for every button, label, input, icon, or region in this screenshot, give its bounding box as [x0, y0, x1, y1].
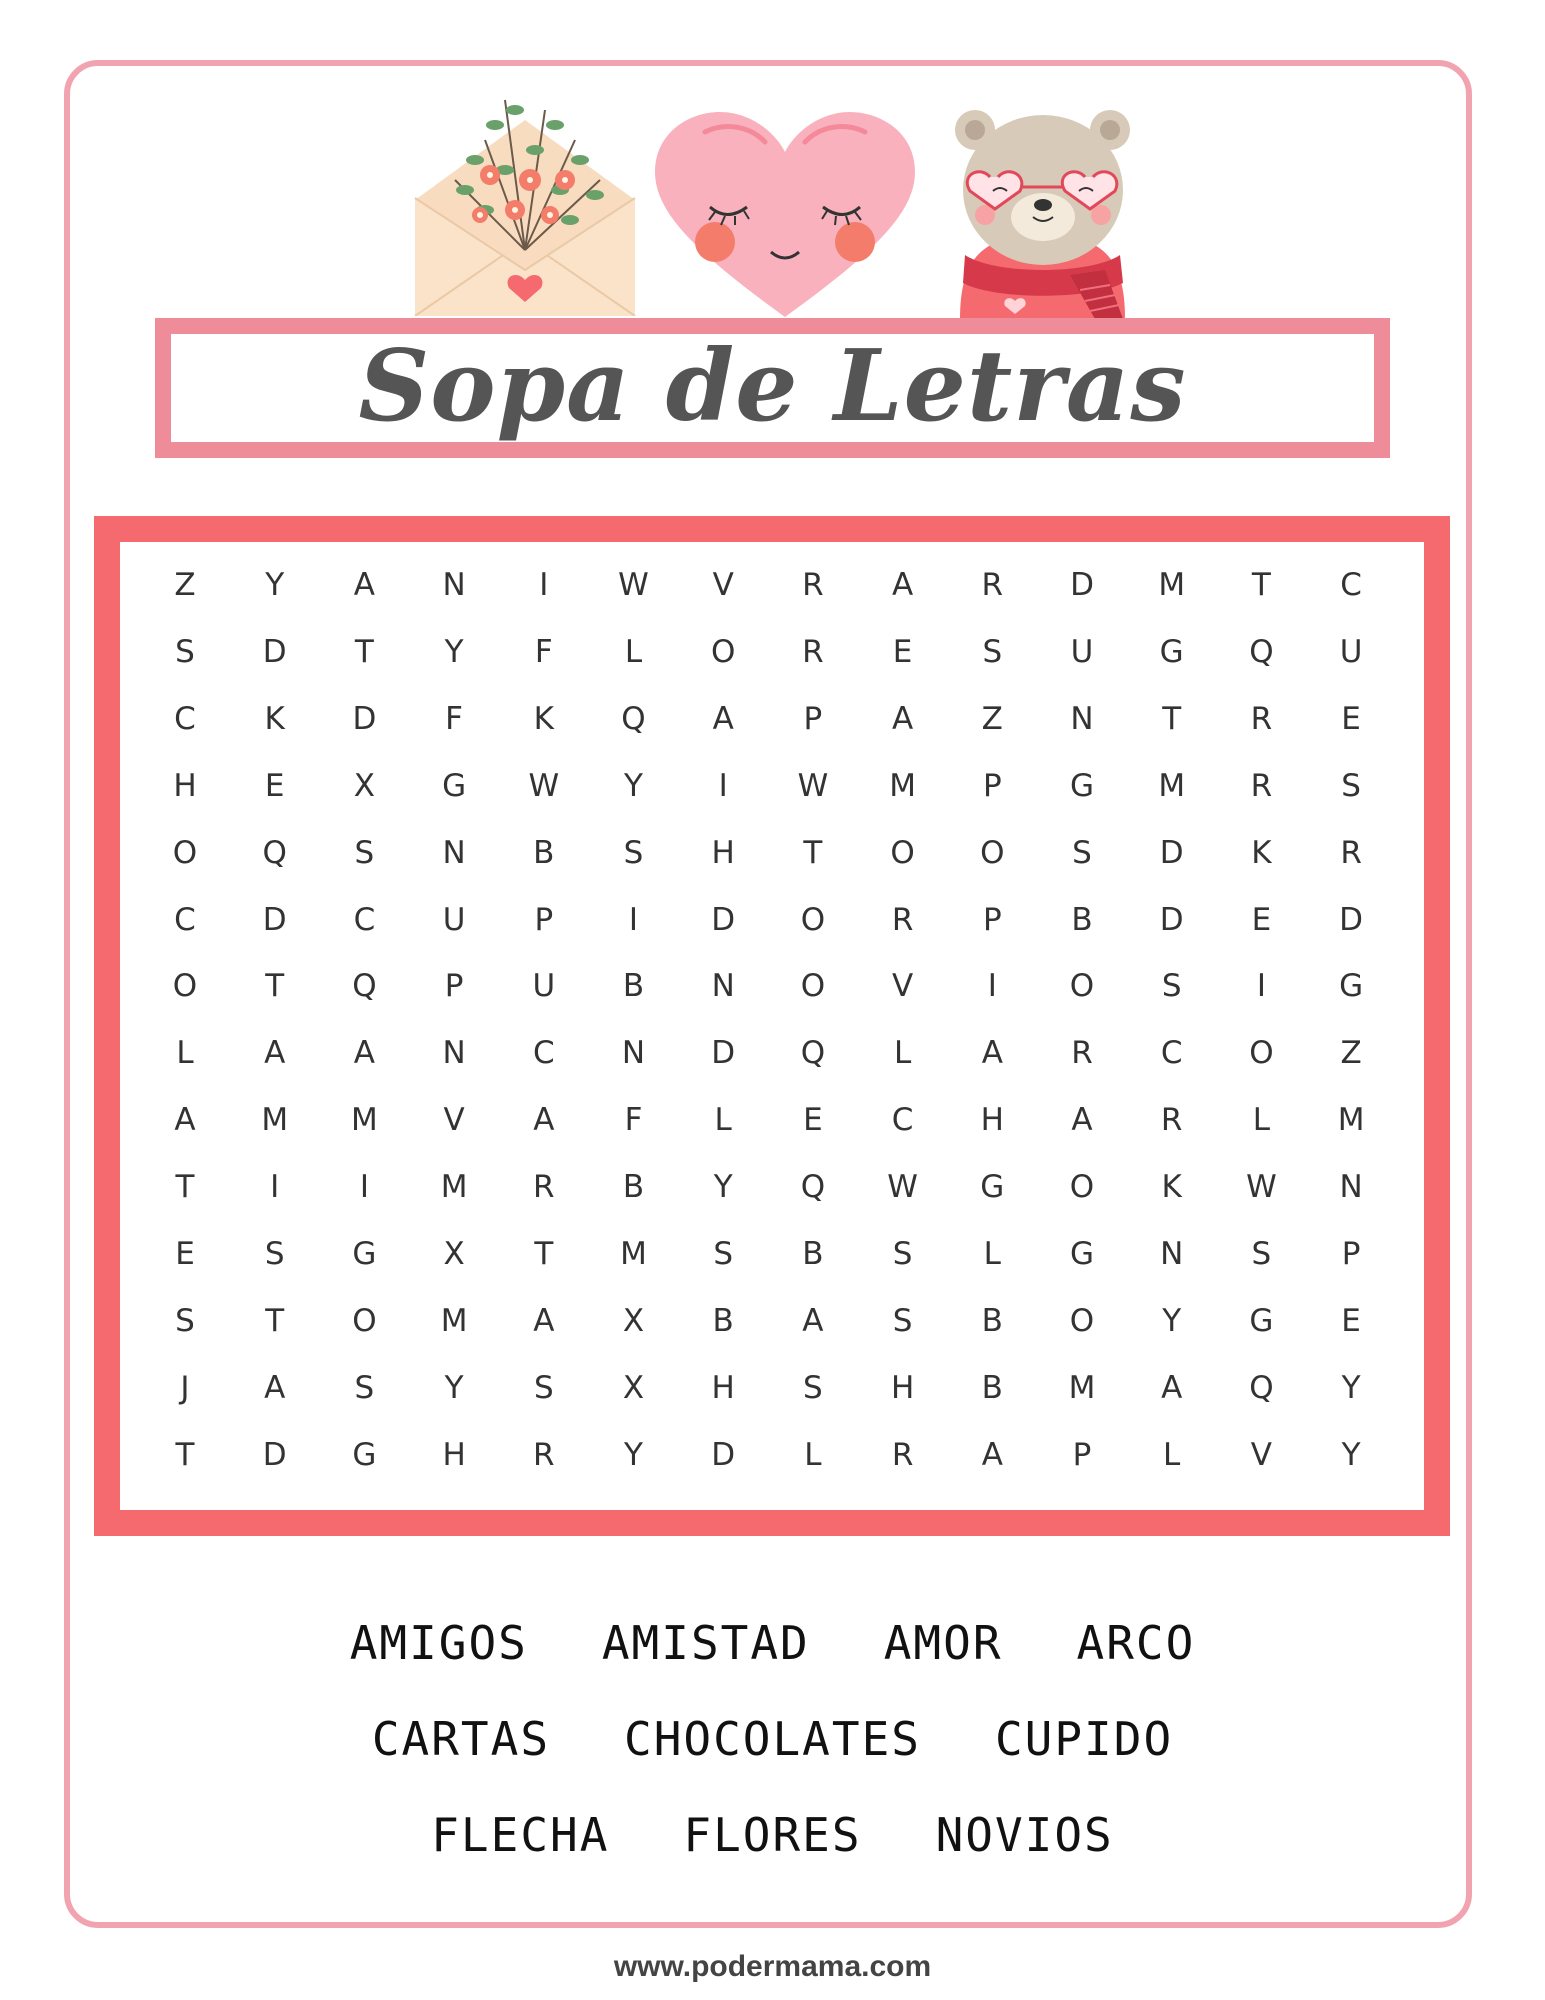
- grid-letter[interactable]: C: [174, 901, 196, 938]
- grid-letter[interactable]: T: [354, 633, 374, 670]
- grid-letter[interactable]: L: [624, 633, 643, 670]
- grid-letter[interactable]: U: [1070, 633, 1094, 670]
- flower-envelope-icon: [405, 80, 645, 316]
- grid-letter[interactable]: X: [622, 1302, 645, 1339]
- grid-letter[interactable]: G: [442, 767, 467, 804]
- grid-letter[interactable]: S: [175, 1302, 195, 1339]
- title-box: [155, 318, 1390, 458]
- grid-letter[interactable]: B: [1071, 901, 1093, 938]
- page-title: Sopa de Letras: [358, 328, 1187, 444]
- grid-letter[interactable]: S: [623, 834, 644, 871]
- grid-letter[interactable]: Q: [352, 968, 377, 1005]
- grid-letter[interactable]: G: [1159, 633, 1184, 670]
- grid-letter[interactable]: P: [1341, 1236, 1361, 1272]
- grid-letter[interactable]: D: [262, 633, 287, 670]
- grid-letter[interactable]: E: [1251, 901, 1272, 938]
- grid-letter[interactable]: F: [534, 633, 553, 670]
- grid-letter[interactable]: Y: [444, 633, 464, 670]
- grid-letter[interactable]: Z: [981, 700, 1003, 737]
- grid-letter[interactable]: A: [264, 1035, 286, 1072]
- grid-letter[interactable]: B: [622, 968, 645, 1005]
- grid-letter[interactable]: W: [887, 1169, 918, 1206]
- grid-letter[interactable]: P: [803, 700, 823, 737]
- grid-letter[interactable]: L: [1163, 1436, 1181, 1473]
- grid-letter[interactable]: E: [892, 633, 913, 670]
- grid-letter[interactable]: I: [539, 567, 549, 603]
- search-word: ARCO: [1076, 1616, 1196, 1670]
- grid-letter[interactable]: M: [620, 1236, 647, 1272]
- search-word: AMISTAD: [601, 1616, 810, 1670]
- grid-letter[interactable]: Y: [265, 567, 285, 603]
- grid-letter[interactable]: R: [802, 567, 824, 603]
- grid-letter[interactable]: A: [891, 567, 914, 603]
- grid-letter[interactable]: S: [1251, 1236, 1272, 1272]
- grid-letter[interactable]: A: [264, 1369, 286, 1406]
- grid-letter[interactable]: A: [1161, 1369, 1183, 1406]
- grid-letter[interactable]: Y: [713, 1169, 733, 1206]
- grid-letter[interactable]: G: [980, 1169, 1005, 1206]
- grid-letter[interactable]: J: [180, 1369, 190, 1406]
- grid-letter[interactable]: I: [270, 1169, 280, 1206]
- grid-letter[interactable]: D: [711, 901, 736, 938]
- word-row: [100, 1691, 1445, 1787]
- grid-letter[interactable]: R: [1250, 700, 1273, 737]
- grid-letter[interactable]: R: [1250, 767, 1273, 804]
- grid-letter[interactable]: O: [172, 834, 198, 871]
- grid-letter[interactable]: B: [981, 1302, 1003, 1339]
- grid-letter[interactable]: Y: [624, 1436, 643, 1473]
- grid-letter[interactable]: M: [1068, 1369, 1096, 1406]
- grid-letter[interactable]: K: [264, 700, 285, 737]
- grid-letter[interactable]: Q: [1249, 633, 1274, 670]
- grid-letter[interactable]: T: [175, 1436, 195, 1473]
- search-word: CARTAS: [371, 1712, 551, 1766]
- word-row: [100, 1787, 1445, 1883]
- grid-letter[interactable]: C: [1160, 1035, 1183, 1072]
- grid-letter[interactable]: C: [532, 1035, 555, 1072]
- grid-letter[interactable]: Q: [800, 1169, 826, 1206]
- grid-letter[interactable]: P: [982, 901, 1002, 938]
- grid-letter[interactable]: T: [175, 1169, 195, 1206]
- grid-letter[interactable]: L: [804, 1436, 822, 1473]
- grid-letter[interactable]: A: [174, 1102, 196, 1139]
- grid-letter[interactable]: B: [802, 1236, 824, 1272]
- grid-letter[interactable]: M: [1337, 1102, 1365, 1139]
- search-word: CHOCOLATES: [624, 1712, 921, 1766]
- grid-letter[interactable]: S: [1161, 968, 1182, 1005]
- grid-letter[interactable]: M: [440, 1169, 468, 1206]
- grid-letter[interactable]: T: [265, 968, 285, 1005]
- search-word: AMIGOS: [349, 1616, 528, 1670]
- grid-letter[interactable]: P: [444, 968, 464, 1005]
- grid-letter[interactable]: D: [1070, 567, 1094, 603]
- grid-letter[interactable]: D: [1159, 901, 1184, 938]
- grid-letter[interactable]: R: [891, 1436, 914, 1473]
- bear-with-scarf-icon: [945, 105, 1140, 319]
- grid-letter[interactable]: R: [1160, 1102, 1183, 1139]
- grid-letter[interactable]: M: [351, 1102, 378, 1139]
- grid-letter[interactable]: D: [1159, 834, 1184, 871]
- grid-letter[interactable]: N: [442, 1035, 466, 1072]
- grid-letter[interactable]: R: [891, 901, 914, 938]
- grid-letter[interactable]: A: [533, 1302, 555, 1339]
- grid-letter[interactable]: X: [622, 1369, 645, 1406]
- grid-letter[interactable]: S: [803, 1369, 823, 1406]
- grid-letter[interactable]: T: [1162, 700, 1182, 737]
- grid-letter[interactable]: Y: [444, 1369, 464, 1406]
- grid-letter[interactable]: R: [981, 567, 1004, 603]
- grid-letter[interactable]: N: [1070, 700, 1094, 737]
- grid-letter[interactable]: G: [352, 1236, 377, 1272]
- grid-letter[interactable]: H: [980, 1102, 1004, 1139]
- grid-letter[interactable]: M: [1158, 767, 1186, 804]
- grid-letter[interactable]: K: [533, 700, 554, 737]
- grid-letter[interactable]: O: [1069, 968, 1095, 1005]
- grid-letter[interactable]: E: [1341, 700, 1361, 737]
- grid-letter[interactable]: S: [713, 1236, 734, 1272]
- smiling-heart-icon: [655, 112, 915, 322]
- grid-letter[interactable]: W: [797, 767, 829, 804]
- grid-letter[interactable]: K: [1161, 1169, 1182, 1206]
- grid-letter[interactable]: E: [803, 1102, 823, 1139]
- grid-letter[interactable]: W: [1246, 1169, 1277, 1206]
- grid-letter[interactable]: G: [1339, 968, 1364, 1005]
- grid-letter[interactable]: Q: [262, 834, 287, 871]
- grid-letter[interactable]: F: [445, 700, 464, 737]
- grid-letter[interactable]: U: [532, 968, 556, 1005]
- grid-letter[interactable]: O: [710, 633, 736, 670]
- grid-letter[interactable]: H: [711, 834, 735, 871]
- grid-letter[interactable]: N: [711, 968, 735, 1005]
- grid-letter[interactable]: H: [442, 1436, 466, 1473]
- grid-letter[interactable]: Y: [1341, 1369, 1361, 1406]
- grid-letter[interactable]: T: [265, 1302, 285, 1339]
- grid-letter[interactable]: A: [353, 1035, 375, 1072]
- grid-letter[interactable]: O: [1069, 1169, 1095, 1206]
- grid-letter[interactable]: M: [1158, 567, 1186, 603]
- grid-letter[interactable]: K: [1251, 834, 1272, 871]
- grid-letter[interactable]: H: [890, 1369, 915, 1406]
- grid-letter[interactable]: D: [711, 1436, 736, 1473]
- grid-letter[interactable]: V: [891, 968, 914, 1005]
- grid-letter[interactable]: G: [352, 1436, 377, 1473]
- grid-letter[interactable]: S: [533, 1369, 554, 1406]
- grid-letter[interactable]: G: [1069, 767, 1095, 804]
- grid-letter[interactable]: S: [892, 1236, 913, 1272]
- grid-letter[interactable]: P: [982, 767, 1002, 804]
- grid-letter[interactable]: G: [1249, 1302, 1274, 1339]
- grid-letter[interactable]: R: [802, 633, 824, 670]
- search-word: FLORES: [683, 1808, 862, 1862]
- grid-letter[interactable]: X: [353, 767, 376, 804]
- grid-letter[interactable]: A: [802, 1302, 824, 1339]
- grid-letter[interactable]: W: [618, 567, 649, 603]
- grid-letter[interactable]: E: [175, 1236, 195, 1272]
- grid-letter[interactable]: N: [1160, 1236, 1184, 1272]
- grid-letter[interactable]: U: [442, 901, 466, 938]
- grid-letter[interactable]: D: [711, 1035, 736, 1072]
- grid-letter[interactable]: D: [1339, 901, 1364, 938]
- grid-letter[interactable]: M: [261, 1102, 289, 1139]
- footer-url: www.podermama.com: [613, 1950, 932, 1983]
- grid-letter[interactable]: N: [621, 1035, 646, 1072]
- grid-letter[interactable]: L: [176, 1035, 194, 1072]
- grid-letter[interactable]: Y: [1341, 1436, 1361, 1473]
- grid-letter[interactable]: Z: [174, 567, 196, 603]
- search-word: NOVIOS: [935, 1808, 1114, 1862]
- search-word: AMOR: [883, 1616, 1003, 1670]
- grid-letter[interactable]: I: [718, 767, 728, 804]
- grid-letter[interactable]: N: [1339, 1169, 1363, 1206]
- grid-letter[interactable]: O: [980, 834, 1005, 871]
- grid-letter[interactable]: S: [892, 1302, 913, 1339]
- grid-letter[interactable]: Q: [621, 700, 646, 737]
- grid-letter[interactable]: P: [534, 901, 554, 938]
- search-word: CUPIDO: [994, 1712, 1174, 1766]
- grid-letter[interactable]: O: [800, 901, 826, 938]
- grid-letter[interactable]: B: [712, 1302, 734, 1339]
- grid-letter[interactable]: Y: [1162, 1302, 1182, 1339]
- grid-letter[interactable]: V: [712, 567, 734, 603]
- grid-letter[interactable]: L: [983, 1236, 1001, 1272]
- grid-letter[interactable]: U: [1339, 633, 1363, 670]
- grid-letter[interactable]: L: [714, 1102, 732, 1139]
- grid-letter[interactable]: V: [443, 1102, 465, 1139]
- grid-letter[interactable]: M: [889, 767, 916, 804]
- grid-letter[interactable]: S: [175, 633, 195, 670]
- grid-letter[interactable]: C: [891, 1102, 914, 1139]
- grid-letter[interactable]: V: [1250, 1436, 1272, 1473]
- grid-letter[interactable]: A: [712, 700, 734, 737]
- grid-letter[interactable]: S: [982, 633, 1003, 670]
- grid-letter[interactable]: X: [443, 1236, 465, 1272]
- grid-letter[interactable]: L: [893, 1035, 912, 1072]
- grid-letter[interactable]: A: [533, 1102, 555, 1139]
- grid-letter[interactable]: I: [987, 968, 997, 1005]
- grid-letter[interactable]: B: [533, 834, 555, 871]
- grid-letter[interactable]: M: [440, 1302, 468, 1339]
- grid-letter[interactable]: H: [711, 1369, 735, 1406]
- grid-letter[interactable]: N: [442, 567, 466, 603]
- grid-letter[interactable]: O: [890, 834, 915, 871]
- grid-letter[interactable]: R: [1071, 1035, 1093, 1072]
- grid-letter[interactable]: P: [1072, 1436, 1092, 1473]
- grid-letter[interactable]: O: [172, 968, 198, 1005]
- grid-letter[interactable]: F: [624, 1102, 643, 1139]
- grid-letter[interactable]: W: [528, 767, 560, 804]
- grid-letter[interactable]: E: [1341, 1302, 1361, 1339]
- grid-letter[interactable]: R: [533, 1169, 555, 1206]
- grid-letter[interactable]: C: [353, 901, 376, 938]
- grid-letter[interactable]: A: [353, 567, 375, 603]
- grid-letter[interactable]: A: [1071, 1102, 1093, 1139]
- grid-letter[interactable]: O: [1249, 1035, 1274, 1072]
- grid-letter[interactable]: A: [981, 1436, 1003, 1473]
- grid-letter[interactable]: Z: [1340, 1035, 1362, 1072]
- grid-letter[interactable]: O: [1069, 1302, 1095, 1339]
- grid-letter[interactable]: Q: [800, 1035, 826, 1072]
- grid-letter[interactable]: S: [354, 834, 375, 871]
- grid-letter[interactable]: I: [1256, 968, 1266, 1005]
- search-word: FLECHA: [431, 1808, 610, 1862]
- grid-letter[interactable]: N: [442, 834, 466, 871]
- grid-letter[interactable]: S: [1341, 767, 1361, 804]
- grid-letter[interactable]: Y: [624, 767, 643, 804]
- grid-letter[interactable]: L: [1252, 1102, 1271, 1139]
- grid-letter[interactable]: A: [981, 1035, 1003, 1072]
- grid-letter[interactable]: O: [352, 1302, 377, 1339]
- grid-letter[interactable]: D: [262, 1436, 287, 1473]
- grid-letter[interactable]: C: [174, 700, 196, 737]
- grid-letter[interactable]: O: [800, 968, 826, 1005]
- grid-letter[interactable]: H: [173, 767, 197, 804]
- grid-letter[interactable]: I: [359, 1169, 369, 1206]
- grid-letter[interactable]: T: [534, 1236, 554, 1272]
- grid-letter[interactable]: R: [533, 1436, 555, 1473]
- grid-letter[interactable]: D: [352, 700, 377, 737]
- grid-letter[interactable]: S: [354, 1369, 375, 1406]
- word-list: [100, 1595, 1445, 1883]
- grid-letter[interactable]: I: [628, 901, 639, 938]
- grid-letter[interactable]: R: [1340, 834, 1362, 871]
- grid-letter[interactable]: B: [981, 1369, 1003, 1406]
- grid-letter[interactable]: B: [622, 1169, 645, 1206]
- grid-letter[interactable]: A: [891, 700, 914, 737]
- letter-grid: [152, 560, 1392, 1500]
- word-row: [100, 1595, 1445, 1691]
- grid-letter[interactable]: D: [262, 901, 287, 938]
- grid-letter[interactable]: S: [264, 1236, 285, 1272]
- grid-letter[interactable]: Q: [1249, 1369, 1274, 1406]
- grid-letter[interactable]: E: [264, 767, 285, 804]
- grid-letter[interactable]: T: [803, 834, 823, 871]
- grid-letter[interactable]: C: [1340, 567, 1362, 603]
- grid-letter[interactable]: S: [1072, 834, 1092, 871]
- grid-letter[interactable]: G: [1069, 1236, 1095, 1272]
- grid-letter[interactable]: T: [1251, 567, 1271, 603]
